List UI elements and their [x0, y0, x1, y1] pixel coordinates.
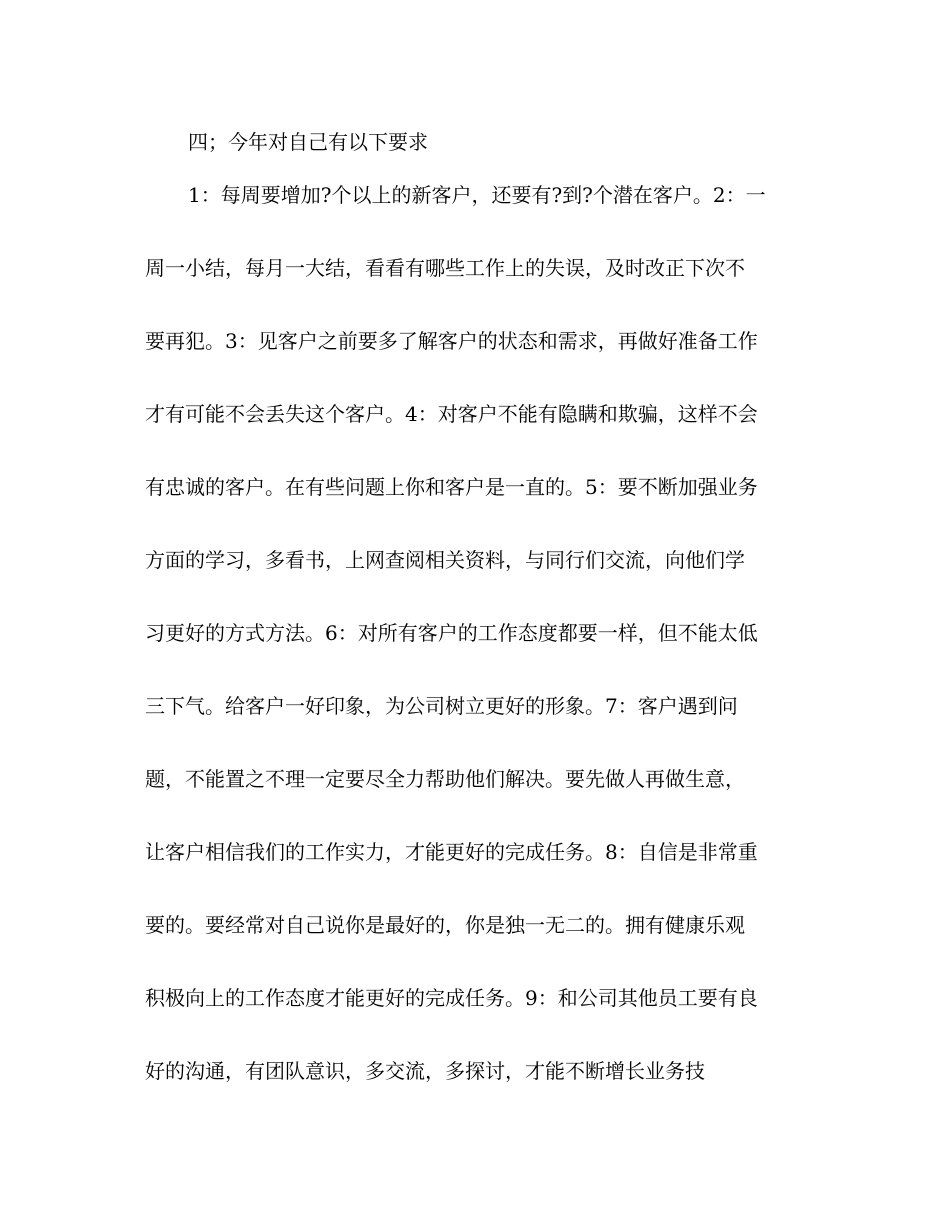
paragraph-line: 好的沟通，有团队意识，多交流，多探讨，才能不断增长业务技 — [145, 1059, 705, 1083]
paragraph-line: 习更好的方式方法。6：对所有客户的工作态度都要一样，但不能太低 — [145, 621, 758, 645]
section-heading: 四；今年对自己有以下要求 — [188, 130, 428, 154]
paragraph-line: 要再犯。3：见客户之前要多了解客户的状态和需求，再做好准备工作 — [145, 329, 758, 353]
paragraph-line: 周一小结，每月一大结，看看有哪些工作上的失误，及时改正下次不 — [145, 256, 745, 280]
requirements-paragraph — [145, 179, 845, 1128]
paragraph-line: 1：每周要增加?个以上的新客户，还要有?到?个潜在客户。2：一 — [188, 183, 766, 207]
paragraph-line: 才有可能不会丢失这个客户。4：对客户不能有隐瞒和欺骗，这样不会 — [145, 402, 758, 426]
paragraph-line: 三下气。给客户一好印象，为公司树立更好的形象。7：客户遇到问 — [145, 694, 738, 718]
paragraph-line: 积极向上的工作态度才能更好的完成任务。9：和公司其他员工要有良 — [145, 986, 758, 1010]
paragraph-line: 要的。要经常对自己说你是最好的，你是独一无二的。拥有健康乐观 — [145, 913, 745, 937]
paragraph-line: 题，不能置之不理一定要尽全力帮助他们解决。要先做人再做生意， — [145, 767, 745, 791]
paragraph-line: 方面的学习，多看书，上网查阅相关资料，与同行们交流，向他们学 — [145, 548, 745, 572]
paragraph-line: 有忠诚的客户。在有些问题上你和客户是一直的。5：要不断加强业务 — [145, 475, 758, 499]
paragraph-line: 让客户相信我们的工作实力，才能更好的完成任务。8：自信是非常重 — [145, 840, 758, 864]
